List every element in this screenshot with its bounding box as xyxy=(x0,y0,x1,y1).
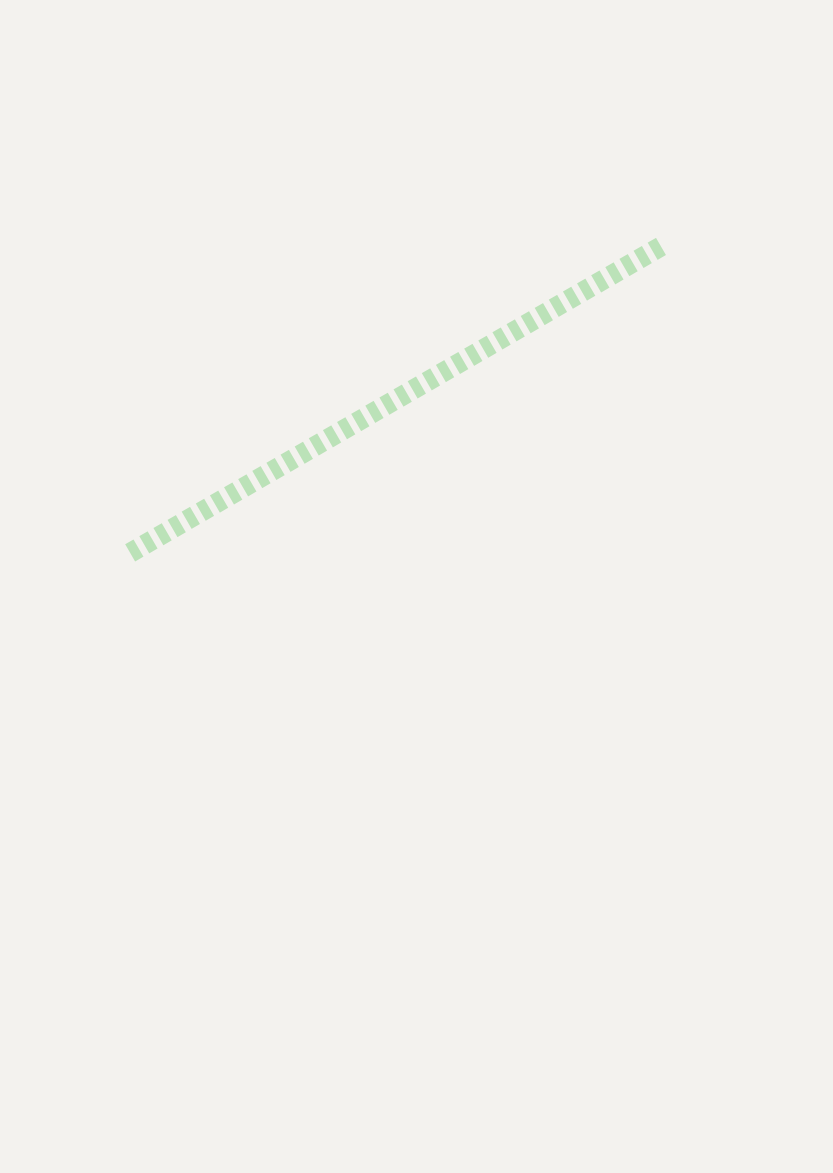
page-body xyxy=(181,158,737,216)
watermark: ▮▮▮▮▮▮▮▮▮▮▮▮▮▮▮▮▮▮▮▮▮▮▮▮▮▮▮▮▮▮▮▮▮▮▮▮▮▮ xyxy=(120,230,672,566)
